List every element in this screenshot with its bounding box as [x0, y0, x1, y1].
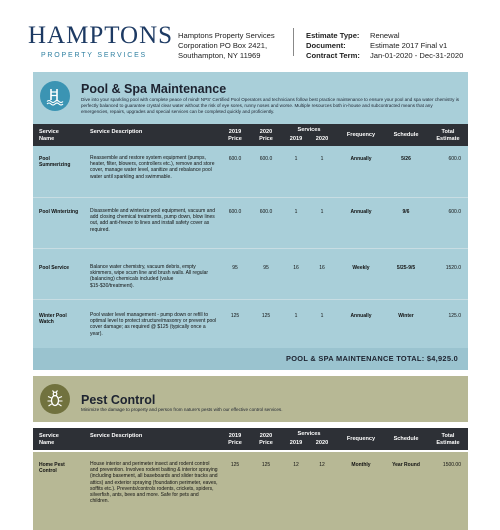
frequency: Weekly	[352, 265, 370, 271]
service-name: Pool Service	[39, 265, 70, 271]
price-2019: 600.0	[228, 156, 242, 162]
services-2020: 16	[319, 265, 325, 271]
schedule: Year Round	[392, 462, 420, 468]
frequency: Monthly	[351, 462, 371, 468]
col-services-2020: 2020	[315, 136, 329, 142]
col-total-estimate: Total Estimate	[436, 433, 460, 446]
company-address	[178, 31, 275, 61]
table-row	[33, 258, 468, 300]
document-header	[0, 0, 500, 68]
schedule: Winter	[398, 313, 414, 319]
services-2020: 1	[320, 156, 324, 162]
services-2020: 1	[320, 313, 324, 319]
service-description: House interior and perimeter insect and rodent control and prevention. Involves rodent baiting & interior spraying (including basement, all baseboards and slider tracks and attics) and exterior spraying (foundation perimeter, eaves, soffits etc.). Prevents/controls rodents, crickets, spiders, silverfish, ants, bees and more. Safe for pets and children.	[90, 461, 218, 505]
company-line: Southampton, NY 11969	[178, 51, 261, 60]
price-2019: 600.0	[228, 209, 242, 215]
service-description: Reassemble and restore system equipment (pumps, heater, filter, blowers, controllers etc.), remove and store cover, manage water level, sanitize and rebalance pool water until sparkling and swimmable.	[90, 155, 215, 180]
pool-total-value: $4,925.0	[426, 354, 458, 363]
logo-wordmark: HAMPTONS	[28, 22, 174, 49]
total-estimate: 1520.0	[445, 265, 461, 271]
service-name: Winter Pool Watch	[39, 313, 67, 326]
price-2020: 125	[261, 462, 271, 468]
table-row	[33, 150, 468, 198]
header-divider	[293, 28, 294, 56]
price-2020: 600.0	[259, 156, 273, 162]
pest-section-description: Minimize the damage to property and person from nature's pests with our effective control services.	[81, 407, 283, 412]
services-2020: 12	[319, 462, 325, 468]
services-2019: 16	[293, 265, 299, 271]
service-description: Disassemble and winterize pool equipment, vacuum and add closing chemical treatments, pump down, blow lines out, add anti-freeze to lines and install safety cover as required.	[90, 208, 216, 233]
col-service-description: Service Description	[90, 129, 143, 135]
pest-table-header	[33, 428, 468, 450]
schedule: 5/25-9/5	[396, 265, 416, 271]
col-service-description: Service Description	[90, 433, 143, 439]
price-2020: 95	[263, 265, 269, 271]
services-2019: 1	[294, 313, 298, 319]
col-schedule: Schedule	[393, 132, 419, 138]
contract-term-row: Contract Term: Jan-01-2020 - Dec-31-2020	[306, 51, 464, 60]
schedule: 5/26	[401, 156, 411, 162]
col-services: Services	[297, 127, 321, 133]
pool-section-banner	[33, 72, 468, 124]
pool-section-title: Pool & Spa Maintenance	[81, 82, 227, 96]
frequency: Annually	[350, 313, 372, 319]
logo-tagline: PROPERTY SERVICES	[40, 52, 148, 59]
pool-section-description: Dive into your sparkling pool with complete peace of mind! NPS' Certified Pool Operators and technicians follow best practice maintenance to ensure your pool and spa water chemistry is perfectly balanced to guarantee crystal clear water without the risk of eye sores, runny noses and worse. Multiple resources both in-house and subcontracted means that any emergencies, repairs, upgrades and special services can be completed quickly and proficiently.	[81, 97, 460, 114]
company-logo	[28, 22, 174, 59]
pool-total-label: POOL & SPA MAINTENANCE TOTAL:	[286, 354, 425, 363]
col-services-2019: 2019	[289, 136, 303, 142]
col-2019-price: 2019 Price	[228, 433, 242, 446]
col-services-2019: 2019	[289, 440, 303, 446]
table-row	[33, 203, 468, 249]
table-row	[33, 308, 468, 348]
service-name: Pool Winterizing	[39, 209, 79, 215]
document-row: Document: Estimate 2017 Final v1	[306, 41, 448, 50]
total-estimate: 125.0	[448, 313, 461, 319]
col-services-2020: 2020	[315, 440, 329, 446]
col-schedule: Schedule	[393, 436, 419, 442]
services-2019: 12	[293, 462, 299, 468]
pest-section-banner	[33, 376, 468, 422]
price-2020: 125	[261, 313, 271, 319]
table-row	[33, 456, 468, 530]
price-2019: 95	[232, 265, 238, 271]
col-frequency: Frequency	[346, 132, 376, 138]
price-2019: 125	[230, 462, 240, 468]
frequency: Annually	[350, 156, 372, 162]
col-2020-price: 2020 Price	[259, 433, 273, 446]
price-2020: 600.0	[259, 209, 273, 215]
service-name: Home Pest Control	[39, 462, 65, 475]
total-estimate: 600.0	[448, 209, 461, 215]
col-services: Services	[297, 431, 321, 437]
company-line: Hamptons Property Services	[178, 31, 275, 40]
schedule: 9/6	[402, 209, 410, 215]
col-2020-price: 2020 Price	[259, 129, 273, 142]
service-description: Pool water level management - pump down or refill to optimal level to protect structure/masonry or prevent pool cover damage; as required @ $125 (typically once a year).	[90, 312, 217, 337]
service-name: Pool Summerizing	[39, 156, 71, 169]
services-2020: 1	[320, 209, 324, 215]
company-line: Corporation PO Box 2421,	[178, 41, 268, 50]
services-2019: 1	[294, 156, 298, 162]
col-frequency: Frequency	[346, 436, 376, 442]
frequency: Annually	[350, 209, 372, 215]
pool-ladder-icon	[40, 81, 70, 111]
pest-section-title: Pest Control	[81, 393, 156, 407]
col-service-name: Service Name	[39, 129, 59, 142]
service-description: Balance water chemistry, vacuum debris, empty skimmers, wipe scum line and brush walls. All regular (balancing) chemicals included (value $15-$30/treatment).	[90, 264, 209, 289]
col-2019-price: 2019 Price	[228, 129, 242, 142]
pool-total	[33, 348, 468, 370]
price-2019: 125	[230, 313, 240, 319]
services-2019: 1	[294, 209, 298, 215]
total-estimate: 1500.00	[442, 462, 461, 468]
bug-icon	[40, 384, 70, 414]
col-total-estimate: Total Estimate	[436, 129, 460, 142]
pool-table-header	[33, 124, 468, 146]
total-estimate: 600.0	[448, 156, 461, 162]
estimate-info	[306, 31, 463, 61]
estimate-type-row: Estimate Type: Renewal	[306, 31, 400, 40]
col-service-name: Service Name	[39, 433, 59, 446]
